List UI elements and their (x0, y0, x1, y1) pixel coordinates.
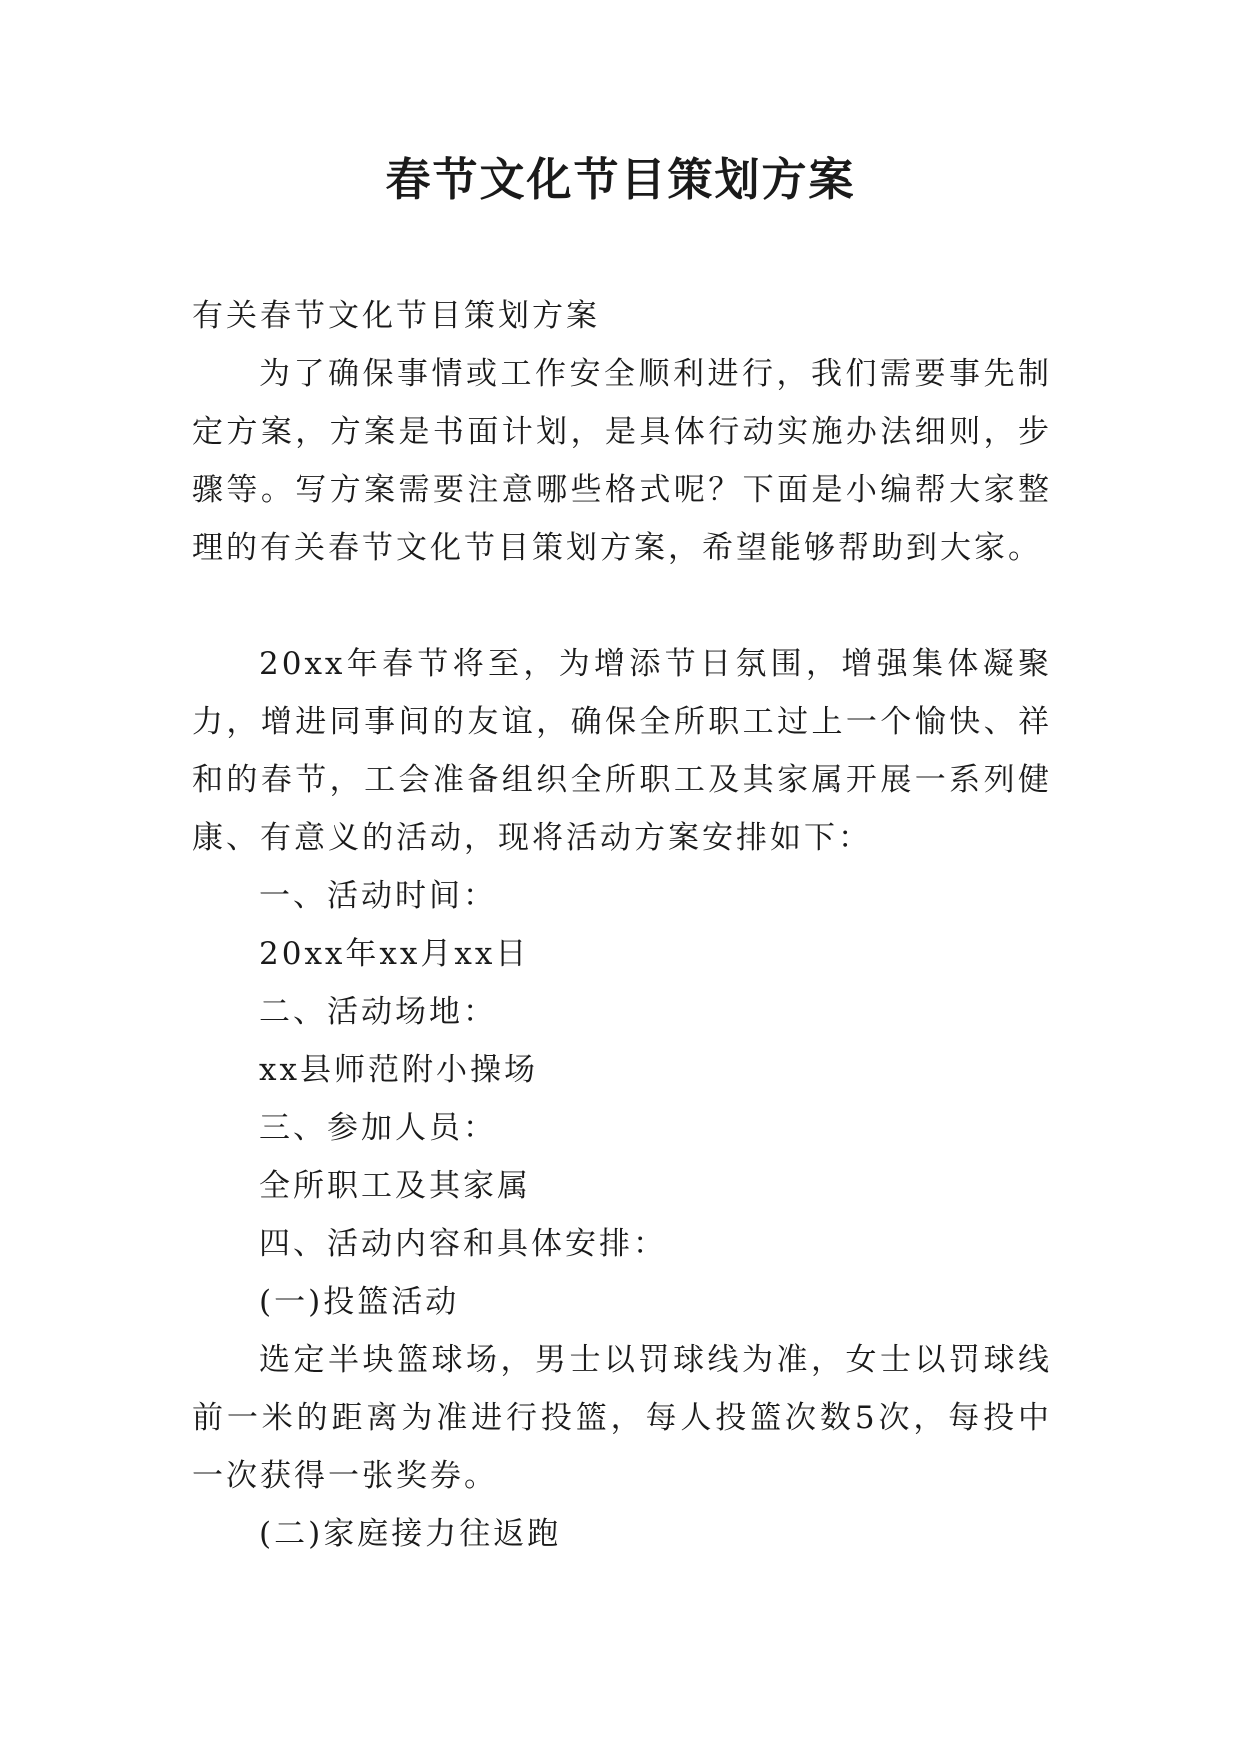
activity-date: 20xx年xx月xx日 (259, 936, 530, 972)
basketball-rules: 选定半块篮球场，男士以罚球线为准，女士以罚球线前一米的距离为准进行投篮，每人投篮次数5次，每投中一次获得一张奖券。 (192, 1342, 1052, 1494)
intro-paragraph: 为了确保事情或工作安全顺利进行，我们需要事先制定方案，方案是书面计划，是具体行动实施办法细则，步骤等。写方案需要注意哪些格式呢？下面是小编帮大家整理的有关春节文化节目策划方案，希望能够帮助到大家。 (192, 356, 1052, 566)
activity-venue: xx县师范附小操场 (259, 1052, 538, 1088)
section-heading-content: 四、活动内容和具体安排： (259, 1226, 667, 1262)
participants: 全所职工及其家属 (259, 1168, 531, 1204)
subsection-relay: (二)家庭接力往返跑 (259, 1516, 562, 1552)
document-title: 春节文化节目策划方案 (385, 153, 856, 206)
background-paragraph: 20xx年春节将至，为增添节日氛围，增强集体凝聚力，增进同事间的友谊，确保全所职工过上一个愉快、祥和的春节，工会准备组织全所职工及其家属开展一系列健康、有意义的活动，现将活动方案安排如下： (192, 646, 1052, 856)
paragraph-gap (192, 577, 1052, 635)
subsection-basketball: (一)投篮活动 (259, 1284, 460, 1320)
document-body (192, 287, 1052, 1563)
section-heading-venue: 二、活动场地： (259, 994, 497, 1030)
section-heading-participants: 三、参加人员： (259, 1110, 497, 1146)
section-heading-time: 一、活动时间： (259, 878, 497, 914)
subtitle-line: 有关春节文化节目策划方案 (192, 298, 600, 334)
